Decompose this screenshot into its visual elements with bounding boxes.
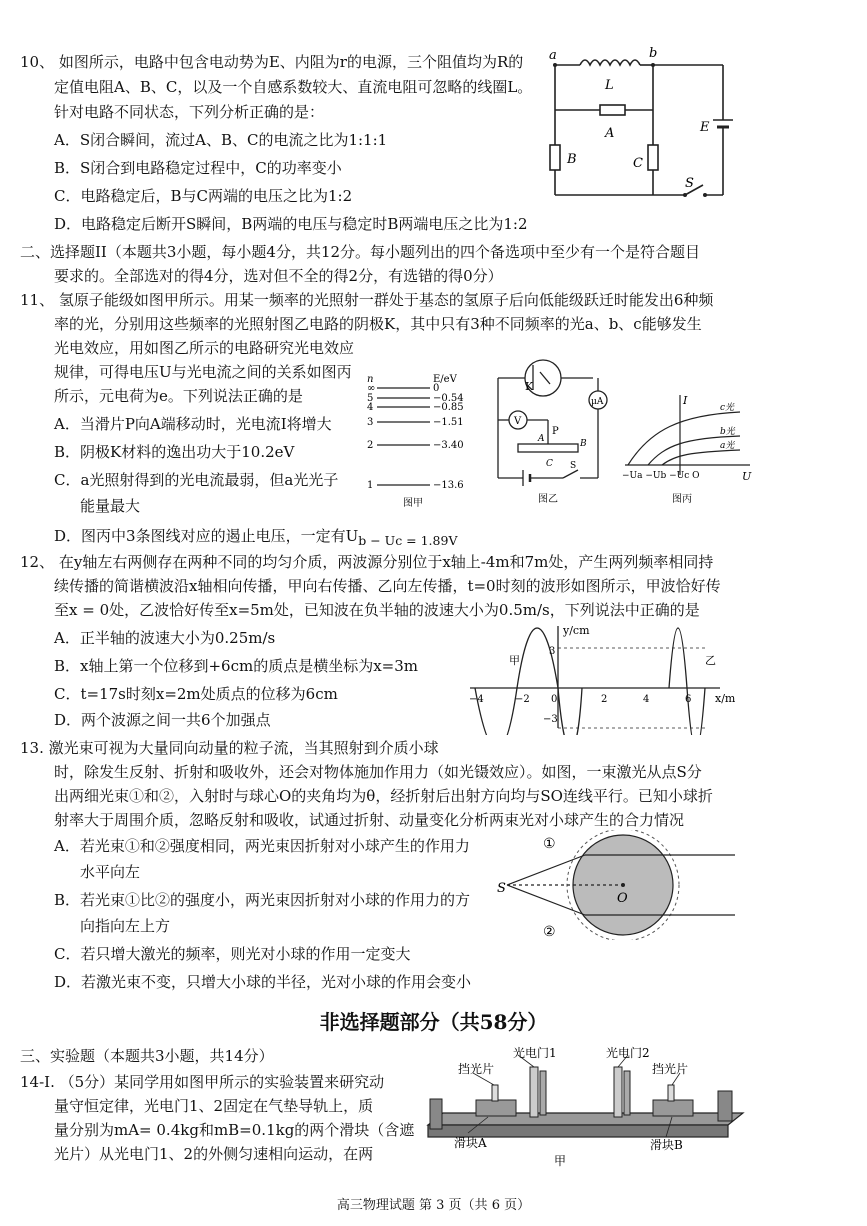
q11-fig2-s: S bbox=[570, 461, 577, 471]
q11-option-d bbox=[54, 526, 457, 551]
q11-fig2-v: V bbox=[514, 416, 522, 427]
q10-label-e: E bbox=[700, 120, 710, 135]
section2-header-line2: 要求的。全部选对的得4分，选对但不全的得2分，有选错的得0分） bbox=[54, 267, 503, 285]
q14-flag-right-label: 挡光片 bbox=[652, 1062, 689, 1076]
q10-option-c: C．电路稳定后，B与C两端的电压之比为1:2 bbox=[54, 187, 353, 205]
q10-label-resistor-b: B bbox=[567, 152, 577, 167]
q13-option-a-line2: 水平向左 bbox=[80, 863, 141, 881]
q10-label-b: b bbox=[649, 46, 658, 61]
q11-level-n1: 1 bbox=[367, 480, 374, 491]
q11-level-e1: −13.6 bbox=[433, 480, 464, 491]
q12-fig-jia: 甲 bbox=[509, 654, 520, 667]
q10-label-resistor-a: A bbox=[605, 126, 615, 141]
page-footer: 高三物理试题 第 3 页（共 6 页） bbox=[336, 1198, 531, 1213]
q10-stem-line2: 定值电阻A、B、C，以及一个自感系数较大、直流电阻可忽略的线圈L。 bbox=[54, 78, 533, 96]
q13-beam-1-label: ① bbox=[543, 836, 556, 852]
q14-flag-left-label: 挡光片 bbox=[458, 1062, 495, 1076]
q14-fig-caption: 甲 bbox=[554, 1154, 567, 1168]
q13-option-b-line1: B．若光束①比②的强度小，两光束因折射对小球的作用力的方 bbox=[54, 891, 471, 909]
q11-stem-line5: 所示，元电荷为e。下列说法正确的是 bbox=[54, 387, 303, 405]
q11-stem-line1: 11、 氢原子能级如图甲所示。用某一频率的光照射一群处于基态的氢原子后向低能级跃迁时能发出6种频 bbox=[20, 291, 714, 309]
q11-fig3-a: a光 bbox=[720, 441, 735, 451]
q12-tick-minus4: −4 bbox=[469, 694, 484, 705]
section2-header-line1: 二、选择题II（本题共3小题，每小题4分，共12分。每小题列出的四个备选项中至少有一个是符合题目 bbox=[20, 243, 701, 261]
q13-option-c: C．若只增大激光的频率，则光对小球的作用一定变大 bbox=[54, 945, 411, 963]
q11-option-c-line2: 能量最大 bbox=[80, 497, 141, 515]
q11-level-n-inf: ∞ bbox=[367, 383, 376, 394]
q11-stem-line3: 光电效应，用如图乙所示的电路研究光电效应 bbox=[54, 339, 355, 357]
q11-fig3-caption: 图丙 bbox=[672, 494, 692, 505]
q10-circuit-diagram bbox=[545, 45, 735, 215]
q11-option-c-line1: C．a光照射得到的光电流最弱，但a光光子 bbox=[54, 471, 339, 489]
q13-stem-line1: 13. 激光束可视为大量同向动量的粒子流，当其照射到介质小球 bbox=[20, 739, 439, 757]
part2-title: 非选择题部分（共58分） bbox=[319, 1010, 548, 1034]
q12-tick-minus2: −2 bbox=[515, 694, 530, 705]
q11-option-b: B．阴极K材料的逸出功大于10.2eV bbox=[54, 443, 295, 461]
q14-stem-line4: 光片）从光电门1、2的外侧匀速相向运动，在两 bbox=[54, 1145, 374, 1163]
q11-level-n2: 2 bbox=[367, 440, 374, 451]
q14-gate2-label: 光电门2 bbox=[606, 1046, 650, 1060]
q11-stem-line4: 规律，可得电压U与光电流之间的关系如图丙 bbox=[54, 363, 352, 381]
q12-wave-graph bbox=[465, 620, 740, 735]
q10-label-l: L bbox=[605, 78, 614, 93]
q10-stem-line1: 10、 如图所示，电路中包含电动势为E、内阻为r的电源，三个阻值均为R的 bbox=[20, 53, 524, 71]
q13-point-s-label: S bbox=[497, 881, 506, 896]
q11-fig3-u: U bbox=[742, 470, 752, 483]
q11-fig3-xlabels: −Ua −Ub −Uc O bbox=[622, 471, 700, 481]
q11-fig2-a: A bbox=[538, 434, 545, 444]
q11-fig2-p: P bbox=[552, 426, 559, 437]
q12-fig-y3: 3 bbox=[549, 646, 556, 657]
q12-option-b: B．x轴上第一个位移到+6cm的质点是横坐标为x=3m bbox=[54, 657, 419, 675]
q11-level-e4: −0.85 bbox=[433, 402, 464, 413]
q11-option-a: A．当滑片P向A端移动时，光电流I将增大 bbox=[54, 415, 332, 433]
q11-fig3-i: I bbox=[683, 394, 688, 407]
q11-level-n4: 4 bbox=[367, 402, 374, 413]
q12-tick-4: 4 bbox=[643, 694, 650, 705]
q11-fig2-b: B bbox=[580, 439, 587, 449]
q10-label-a: a bbox=[549, 48, 557, 63]
q10-option-d: D．电路稳定后断开S瞬间，B两端的电压与稳定时B两端电压之比为1:2 bbox=[54, 215, 528, 233]
q13-option-a-line1: A．若光束①和②强度相同，两光束因折射对小球产生的作用力 bbox=[54, 837, 470, 855]
q11-fig1-caption: 图甲 bbox=[403, 498, 423, 509]
q12-fig-ym3: −3 bbox=[543, 714, 558, 725]
section3-header: 三、实验题（本题共3小题，共14分） bbox=[20, 1047, 274, 1065]
q12-tick-2: 2 bbox=[601, 694, 608, 705]
q11-fig3-c: c光 bbox=[720, 403, 735, 413]
q10-label-resistor-c: C bbox=[633, 156, 643, 171]
q10-option-b: B．S闭合到电路稳定过程中，C的功率变小 bbox=[54, 159, 342, 177]
q11-stem-line2: 率的光，分别用这些频率的光照射图乙电路的阴极K，其中只有3种不同频率的光a、b、c能够发生 bbox=[54, 315, 702, 333]
q14-slider-a-label: 滑块A bbox=[454, 1136, 487, 1150]
q13-stem-line3: 出两细光束①和②，入射时与球心O的夹角均为θ，经折射后出射方向均与SO连线平行。已知小球折 bbox=[54, 787, 713, 805]
q14-slider-b-label: 滑块B bbox=[650, 1138, 683, 1152]
q14-stem-line2: 量守恒定律，光电门1、2固定在气垫导轨上，质 bbox=[54, 1097, 374, 1115]
q12-fig-xlabel: x/m bbox=[715, 692, 736, 705]
q11-fig2-c: C bbox=[546, 459, 553, 469]
q11-iu-graph bbox=[620, 390, 755, 510]
q11-fig1-n-label: n bbox=[367, 374, 374, 385]
q13-option-d: D．若激光束不变，只增大小球的半径，光对小球的作用会变小 bbox=[54, 973, 472, 991]
q12-option-d: D．两个波源之间一共6个加强点 bbox=[54, 711, 271, 729]
q12-tick-6: 6 bbox=[685, 694, 692, 705]
q11-fig2-caption: 图乙 bbox=[538, 494, 558, 505]
q11-option-d-text: D．图丙中3条图线对应的遏止电压，一定有U bbox=[54, 527, 359, 545]
q11-level-e5: −0.54 bbox=[433, 393, 464, 404]
q12-stem-line2: 续传播的简谐横波沿x轴相向传播，甲向右传播、乙向左传播，t=0时刻的波形如图所示，甲波恰好传 bbox=[54, 577, 721, 595]
q12-fig-yi: 乙 bbox=[705, 654, 716, 667]
q11-fig2-ua: μA bbox=[591, 397, 604, 407]
q10-stem-line3: 针对电路不同状态，下列分析正确的是： bbox=[54, 103, 325, 121]
q12-option-c: C．t=17s时刻x=2m处质点的位移为6cm bbox=[54, 685, 338, 703]
q12-option-a: A．正半轴的波速大小为0.25m/s bbox=[54, 629, 276, 647]
q13-center-o-label: O bbox=[617, 891, 628, 906]
q12-stem-line1: 12、 在y轴左右两侧存在两种不同的均匀介质，两波源分别位于x轴上-4m和7m处，产生两列频率相同持 bbox=[20, 553, 714, 571]
q11-fig1-e-label: E/eV bbox=[433, 374, 457, 385]
q12-tick-0: 0 bbox=[551, 694, 558, 705]
q12-fig-ylabel: y/cm bbox=[563, 624, 590, 637]
q14-stem-line3: 量分别为mA= 0.4kg和mB=0.1kg的两个滑块（含遮 bbox=[54, 1121, 415, 1139]
q11-option-d-sub-c: c = 1.89V bbox=[395, 533, 458, 548]
q13-option-b-line2: 向指向左上方 bbox=[80, 917, 171, 935]
q11-level-n3: 3 bbox=[367, 417, 374, 428]
q13-stem-line2: 时，除发生反射、折射和吸收外，还会对物体施加作用力（如光镊效应）。如图，一束激光从点S分 bbox=[54, 763, 702, 781]
q11-photoelectric-circuit bbox=[488, 350, 618, 510]
q10-label-s: S bbox=[685, 176, 694, 191]
q13-beam-2-label: ② bbox=[543, 924, 556, 940]
q11-energy-level-diagram bbox=[365, 370, 470, 510]
q11-fig3-b: b光 bbox=[720, 427, 735, 437]
q11-fig2-k: K bbox=[525, 380, 534, 393]
q14-air-track-apparatus bbox=[418, 1045, 748, 1170]
q13-laser-sphere-diagram bbox=[495, 830, 745, 940]
q13-stem-line4: 射率大于周围介质，忽略反射和吸收，试通过折射、动量变化分析两束光对小球产生的合力情况 bbox=[54, 811, 685, 829]
q12-stem-line3: 至x = 0处，乙波恰好传至x=5m处，已知波在负半轴的波速大小为0.5m/s，下列说法中正确的是 bbox=[54, 601, 700, 619]
q11-level-e2: −3.40 bbox=[433, 440, 464, 451]
q11-level-e3: −1.51 bbox=[433, 417, 464, 428]
q14-gate1-label: 光电门1 bbox=[513, 1046, 557, 1060]
q11-level-n5: 5 bbox=[367, 393, 374, 404]
q11-option-d-sub-b: b − U bbox=[358, 533, 396, 548]
q10-option-a: A．S闭合瞬间，流过A、B、C的电流之比为1:1:1 bbox=[54, 131, 388, 149]
q14-stem-line1: 14-I. （5分）某同学用如图甲所示的实验装置来研究动 bbox=[20, 1073, 385, 1091]
q11-level-e-inf: 0 bbox=[433, 383, 440, 394]
